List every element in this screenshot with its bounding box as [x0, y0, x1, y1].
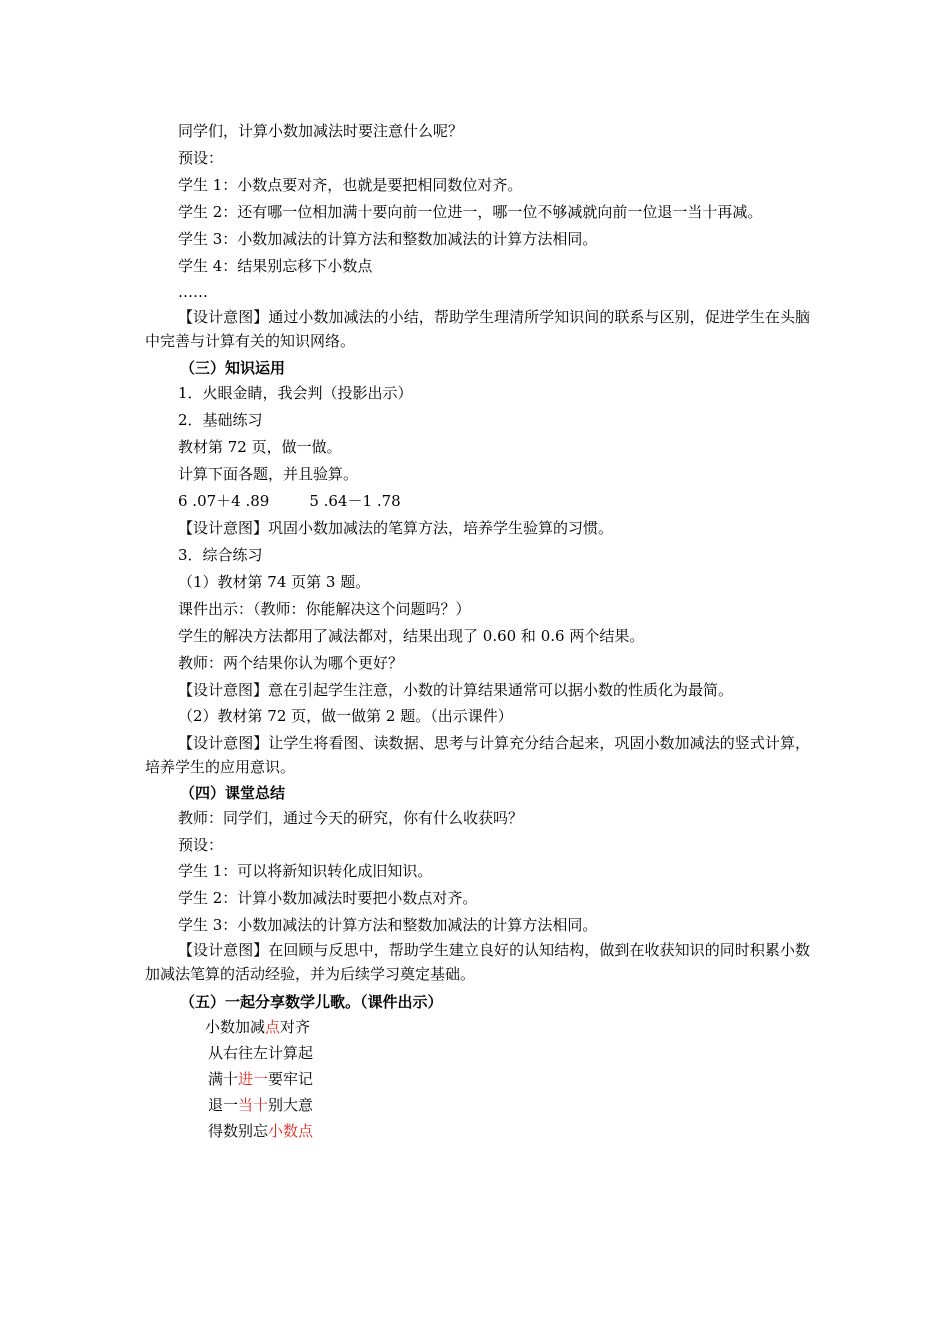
- section-heading: （五）一起分享数学儿歌。（课件出示）: [180, 993, 443, 1011]
- poem-text: 要牢记: [268, 1070, 314, 1088]
- poem-line: [208, 1041, 848, 1065]
- paragraph: 预设：: [178, 149, 224, 167]
- paragraph: 学生 1：可以将新知识转化成旧知识。: [178, 862, 433, 880]
- paragraph: （1）教材第 74 页第 3 题。: [178, 573, 371, 591]
- paragraph: 学生 2：还有哪一位相加满十要向前一位进一，哪一位不够减就向前一位退一当十再减。: [178, 203, 763, 221]
- paragraph: 计算下面各题，并且验算。: [178, 465, 359, 483]
- design-intent-note: 【设计意图】意在引起学生注意，小数的计算结果通常可以据小数的性质化为最简。: [178, 681, 734, 699]
- design-intent-note: 【设计意图】让学生将看图、读数据、思考与计算充分结合起来，巩固小数加减法的竖式计算，培养学生的应用意识。: [145, 734, 810, 776]
- poem-highlight: 小数点: [268, 1122, 314, 1140]
- paragraph: （2）教材第 72 页，做一做第 2 题。（出示课件）: [178, 707, 513, 725]
- section-heading: （三）知识运用: [180, 359, 286, 377]
- design-intent-note: 【设计意图】巩固小数加减法的笔算方法，培养学生验算的习惯。: [178, 519, 614, 537]
- poem-text: 从右往左计算起: [208, 1044, 314, 1062]
- paragraph: 学生 1：小数点要对齐，也就是要把相同数位对齐。: [178, 176, 523, 194]
- section-heading: （四）课堂总结: [180, 784, 286, 802]
- poem-text: 满十: [208, 1070, 239, 1088]
- poem-text: 得数别忘: [208, 1122, 269, 1140]
- poem-line: [205, 1015, 845, 1039]
- poem-line: [208, 1119, 848, 1143]
- design-intent-note: 【设计意图】在回顾与反思中，帮助学生建立良好的认知结构，做到在收获知识的同时积累小数加减法笔算的活动经验，并为后续学习奠定基础。: [145, 941, 810, 983]
- poem-text: 对齐: [280, 1018, 311, 1036]
- paragraph: 教材第 72 页，做一做。: [178, 438, 342, 456]
- paragraph: 教师：两个结果你认为哪个更好？: [178, 654, 404, 672]
- paragraph: 同学们，计算小数加减法时要注意什么呢？: [178, 122, 464, 140]
- paragraph: 课件出示：（教师：你能解决这个问题吗？）: [178, 600, 471, 618]
- expression-2: 5 .64－1 .78: [309, 492, 401, 510]
- poem-text: 小数加减: [205, 1018, 266, 1036]
- poem-line: [208, 1093, 848, 1117]
- poem-highlight: 当十: [238, 1096, 269, 1114]
- poem-highlight: 点: [265, 1018, 281, 1036]
- paragraph: 学生 2：计算小数加减法时要把小数点对齐。: [178, 889, 478, 907]
- paragraph: 学生 4：结果别忘移下小数点: [178, 257, 373, 275]
- paragraph: 学生的解决方法都用了减法都对，结果出现了 0.60 和 0.6 两个结果。: [178, 627, 645, 645]
- paragraph: 学生 3：小数加减法的计算方法和整数加减法的计算方法相同。: [178, 230, 598, 248]
- expression-1: 6 .07＋4 .89: [178, 492, 270, 510]
- paragraph: 3．综合练习: [178, 546, 263, 564]
- poem-line: [208, 1067, 848, 1091]
- paragraph: 教师：同学们，通过今天的研究，你有什么收获吗？: [178, 809, 524, 827]
- ellipsis: ……: [178, 283, 208, 301]
- poem-text: 退一: [208, 1096, 239, 1114]
- paragraph: 学生 3：小数加减法的计算方法和整数加减法的计算方法相同。: [178, 916, 598, 934]
- paragraph: 2．基础练习: [178, 411, 263, 429]
- exercise-expressions: [178, 489, 818, 513]
- poem-highlight: 进一: [238, 1070, 269, 1088]
- paragraph: 1．火眼金睛，我会判（投影出示）: [178, 384, 413, 402]
- design-intent-note: 【设计意图】通过小数加减法的小结，帮助学生理清所学知识间的联系与区别，促进学生在头脑中完善与计算有关的知识网络。: [145, 308, 810, 350]
- poem-text: 别大意: [268, 1096, 314, 1114]
- paragraph: 预设：: [178, 836, 224, 854]
